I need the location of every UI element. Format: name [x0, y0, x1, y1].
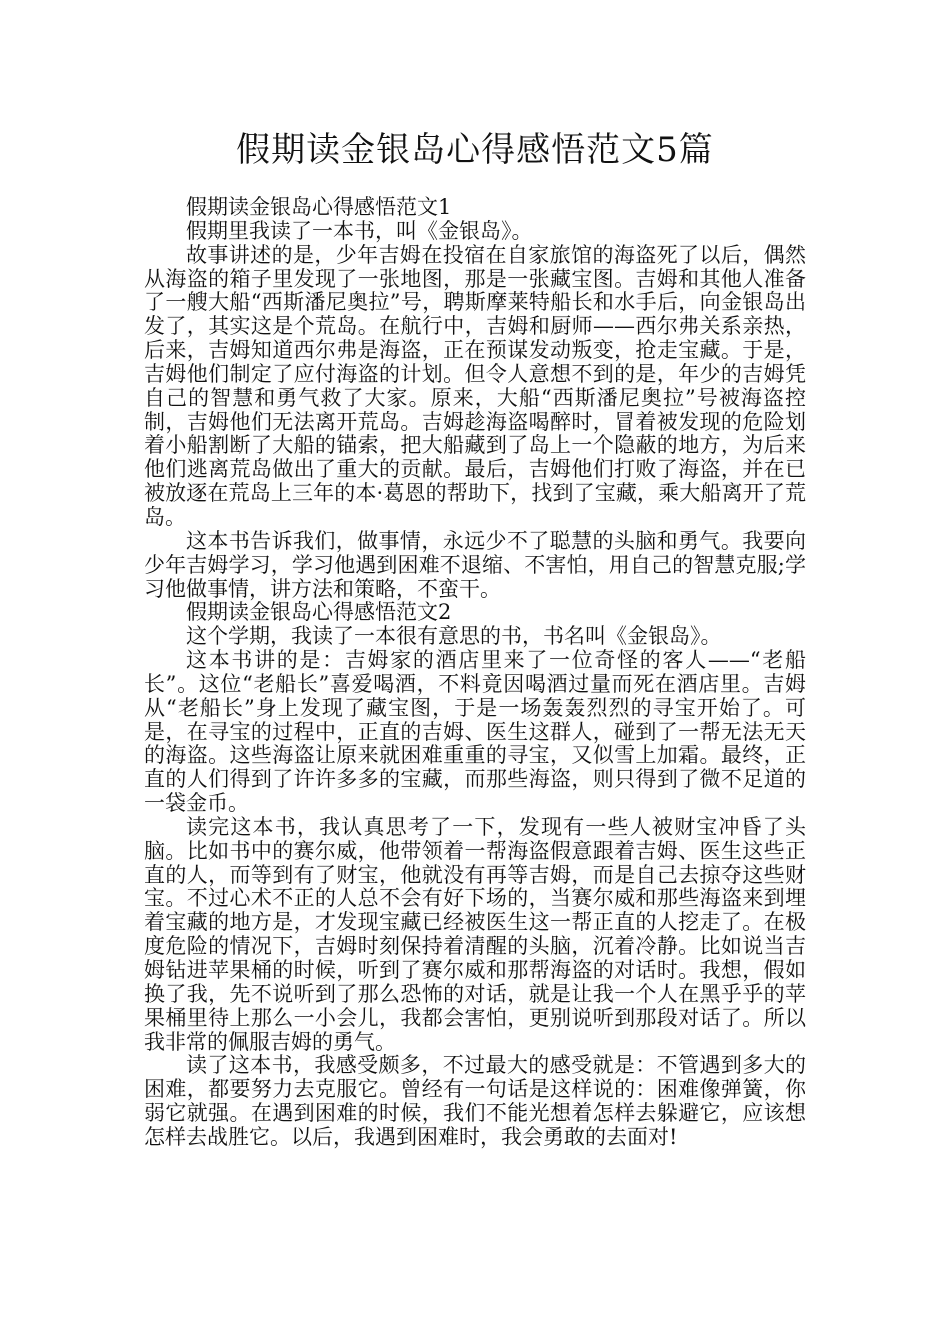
- paragraph: 这本书告诉我们，做事情，永远少不了聪慧的头脑和勇气。我要向少年吉姆学习，学习他遇到困难不退缩、不害怕，用自己的智慧克服;学习他做事情，讲方法和策略，不蛮干。: [144, 528, 806, 601]
- section-heading-2: 假期读金银岛心得感悟范文2: [186, 600, 452, 625]
- paragraph: 假期里我读了一本书，叫《金银岛》。: [186, 218, 533, 243]
- section-heading-1: 假期读金银岛心得感悟范文1: [186, 195, 452, 219]
- document-body: [144, 196, 806, 1150]
- document-title: 假期读金银岛心得感悟范文5篇: [236, 130, 714, 170]
- paragraph: 读完这本书，我认真思考了一下，发现有一些人被财宝冲昏了头脑。比如书中的赛尔威，他带领着一帮海盗假意跟着吉姆、医生这些正直的人，而等到有了财宝，他就没有再等吉姆，而是自己去掠夺这些财宝。不过心术不正的人总不会有好下场的，当赛尔威和那些海盗来到埋着宝藏的地方是，才发现宝藏已经被医生这一帮正直的人挖走了。在极度危险的情况下，吉姆时刻保持着清醒的头脑，沉着冷静。比如说当吉姆钻进苹果桶的时候，听到了赛尔威和那帮海盗的对话时。我想，假如换了我，先不说听到了那么恐怖的对话，就是让我一个人在黑乎乎的苹果桶里待上那么一小会儿，我都会害怕，更别说听到那段对话了。所以我非常的佩服吉姆的勇气。: [144, 814, 806, 1054]
- paragraph: 读了这本书，我感受颇多，不过最大的感受就是：不管遇到多大的困难，都要努力去克服它。曾经有一句话是这样说的：困难像弹簧，你弱它就强。在遇到困难的时候，我们不能光想着怎样去躲避它，应该想怎样去战胜它。以后，我遇到困难时，我会勇敢的去面对!: [144, 1053, 806, 1149]
- paragraph: 这本书讲的是：吉姆家的酒店里来了一位奇怪的客人——“老船长”。这位“老船长”喜爱喝酒，不料竟因喝酒过量而死在酒店里。吉姆从“老船长”身上发现了藏宝图，于是一场轰轰烈烈的寻宝开始了。可是，在寻宝的过程中，正直的吉姆、医生这群人，碰到了一帮无法无天的海盗。这些海盗让原来就困难重重的寻宝，又似雪上加霜。最终，正直的人们得到了许许多多的宝藏，而那些海盗，则只得到了微不足道的一袋金币。: [144, 648, 806, 816]
- paragraph: 这个学期，我读了一本很有意思的书，书名叫《金银岛》。: [186, 624, 722, 649]
- paragraph: 故事讲述的是，少年吉姆在投宿在自家旅馆的海盗死了以后，偶然从海盗的箱子里发现了一张地图，那是一张藏宝图。吉姆和其他人准备了一艘大船“西斯潘尼奥拉”号，聘斯摩莱特船长和水手后，向金银岛出发了，其实这是个荒岛。在航行中，吉姆和厨师——西尔弗关系亲热，后来，吉姆知道西尔弗是海盗，正在预谋发动叛变，抢走宝藏。于是，吉姆他们制定了应付海盗的计划。但令人意想不到的是，年少的吉姆凭自己的智慧和勇气救了大家。原来，大船“西斯潘尼奥拉”号被海盗控制，吉姆他们无法离开荒岛。吉姆趁海盗喝醉时，冒着被发现的危险划着小船割断了大船的锚索，把大船藏到了岛上一个隐蔽的地方，为后来他们逃离荒岛做出了重大的贡献。最后，吉姆他们打败了海盗，并在已被放逐在荒岛上三年的本·葛恩的帮助下，找到了宝藏，乘大船离开了荒岛。: [144, 242, 806, 529]
